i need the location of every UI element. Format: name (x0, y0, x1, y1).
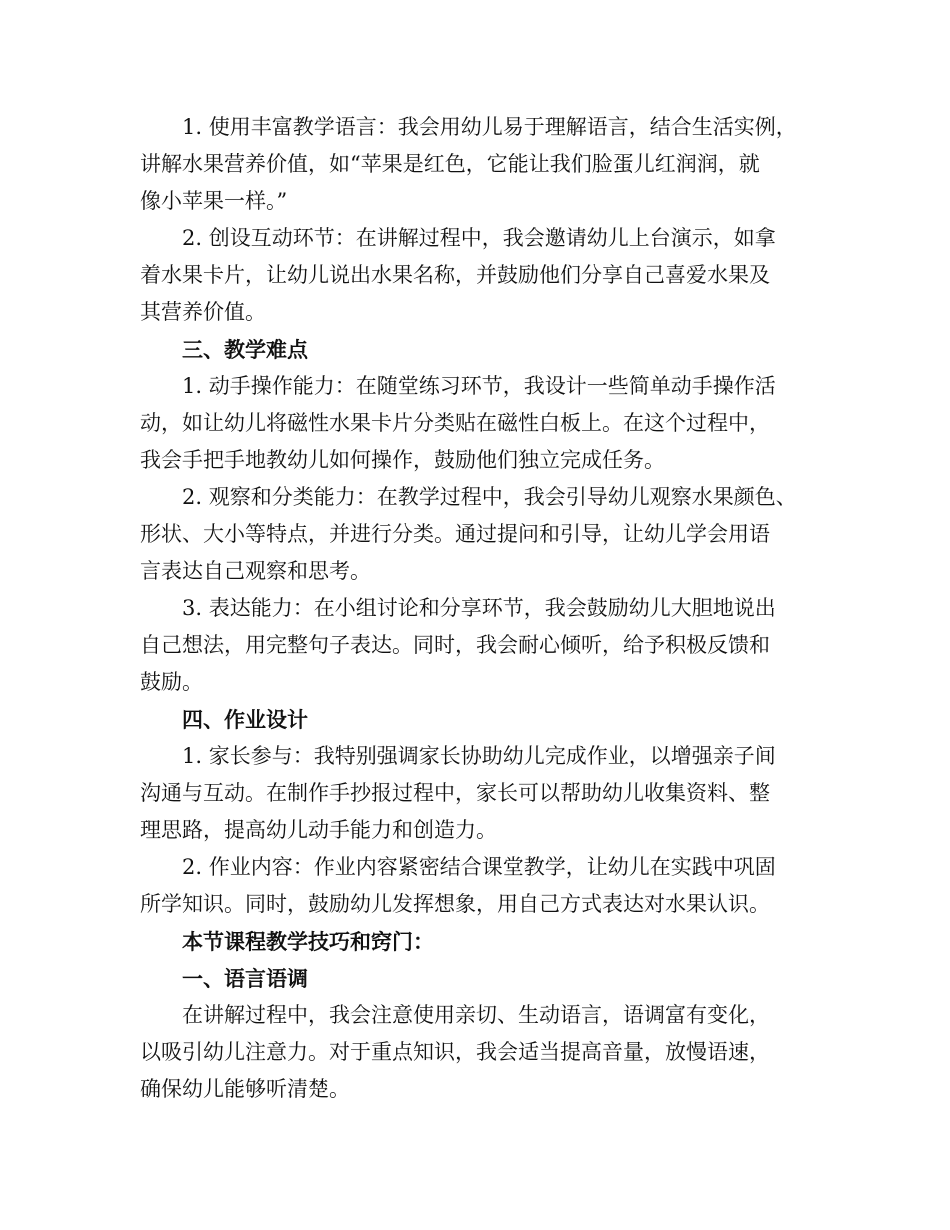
paragraph-line: 1. 动手操作能力：在随堂练习环节，我设计一些简单动手操作活 (182, 374, 776, 398)
paragraph-line: 2. 创设互动环节：在讲解过程中，我会邀请幼儿上台演示，如拿 (182, 226, 776, 250)
section-heading: 三、教学难点 (182, 337, 308, 362)
paragraph-line: 动，如让幼儿将磁性水果卡片分类贴在磁性白板上。在这个过程中， (140, 411, 770, 435)
paragraph-line: 讲解水果营养价值，如“苹果是红色，它能让我们脸蛋儿红润润，就 (140, 152, 760, 176)
paragraph-line: 以吸引幼儿注意力。对于重点知识，我会适当提高音量，放慢语速， (140, 1040, 770, 1064)
paragraph-line: 其营养价值。 (140, 300, 266, 324)
paragraph-line: 鼓励。 (140, 670, 203, 694)
section-heading: 四、作业设计 (182, 707, 308, 732)
paragraph-line: 在讲解过程中，我会注意使用亲切、生动语言，语调富有变化， (182, 1003, 770, 1027)
paragraph-line: 所学知识。同时，鼓励幼儿发挥想象，用自己方式表达对水果认识。 (140, 892, 770, 916)
paragraph-line: 1. 家长参与：我特别强调家长协助幼儿完成作业，以增强亲子间 (182, 744, 776, 768)
paragraph-line: 着水果卡片，让幼儿说出水果名称，并鼓励他们分享自己喜爱水果及 (140, 263, 770, 287)
paragraph-line: 沟通与互动。在制作手抄报过程中，家长可以帮助幼儿收集资料、整 (140, 781, 770, 805)
paragraph-line: 1. 使用丰富教学语言：我会用幼儿易于理解语言，结合生活实例， (182, 115, 797, 139)
paragraph-line: 形状、大小等特点，并进行分类。通过提问和引导，让幼儿学会用语 (140, 522, 770, 546)
paragraph-line: 3. 表达能力：在小组讨论和分享环节，我会鼓励幼儿大胆地说出 (182, 596, 776, 620)
paragraph-line: 理思路，提高幼儿动手能力和创造力。 (140, 818, 497, 842)
document-body (140, 109, 812, 1108)
paragraph-line: 我会手把手地教幼儿如何操作，鼓励他们独立完成任务。 (140, 448, 665, 472)
paragraph-line: 2. 作业内容：作业内容紧密结合课堂教学，让幼儿在实践中巩固 (182, 855, 776, 879)
paragraph-line: 像小苹果一样。” (140, 189, 288, 213)
paragraph-line: 确保幼儿能够听清楚。 (140, 1077, 350, 1101)
paragraph-line: 言表达自己观察和思考。 (140, 559, 371, 583)
section-heading: 一、语言语调 (182, 966, 308, 991)
section-heading: 本节课程教学技巧和窍门： (182, 929, 434, 954)
paragraph-line: 2. 观察和分类能力：在教学过程中，我会引导幼儿观察水果颜色、 (182, 485, 797, 509)
paragraph-line: 自己想法，用完整句子表达。同时，我会耐心倾听，给予积极反馈和 (140, 633, 770, 657)
